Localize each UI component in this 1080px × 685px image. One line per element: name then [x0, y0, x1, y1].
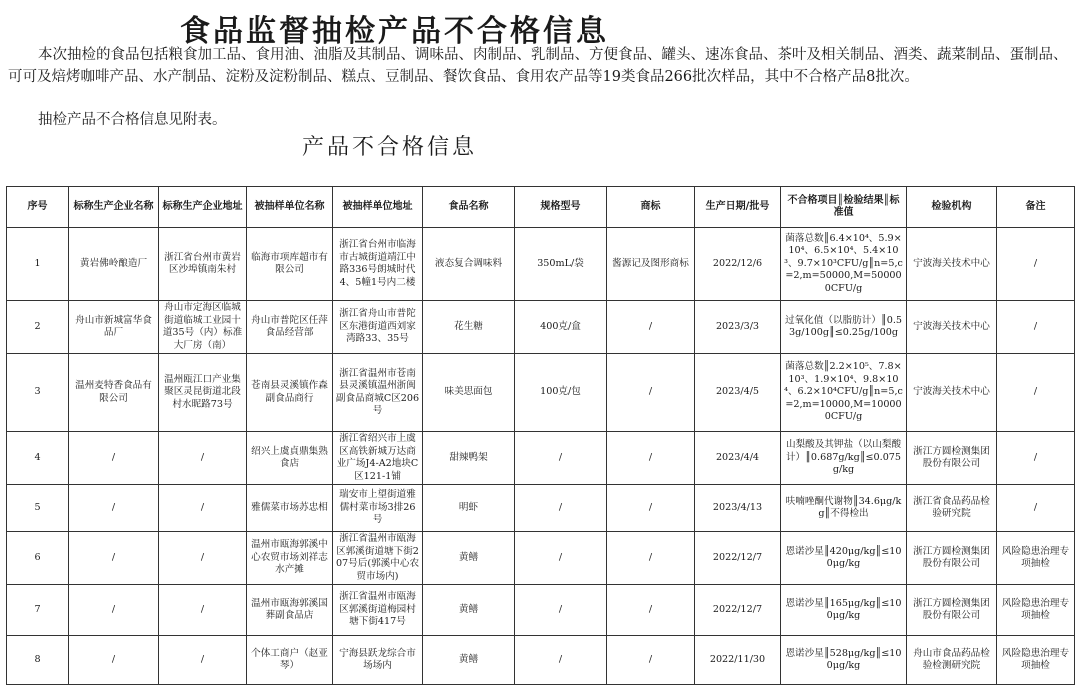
cell-spec: 350mL/袋 — [515, 228, 607, 301]
cell-producer-name: 黄岩佛岭酿造厂 — [69, 228, 159, 301]
cell-producer-address: / — [159, 485, 247, 532]
cell-spec: / — [515, 585, 607, 636]
cell-index: 4 — [7, 432, 69, 485]
cell-food-name: 甜辣鸭架 — [423, 432, 515, 485]
cell-index: 1 — [7, 228, 69, 301]
cell-spec: / — [515, 432, 607, 485]
cell-food-name: 液态复合调味料 — [423, 228, 515, 301]
cell-producer-address: 温州瓯江口产业集聚区灵昆街道北段村水昵路73号 — [159, 354, 247, 432]
table-header-row — [7, 187, 1075, 228]
cell-remarks: 风险隐患治理专项抽检 — [997, 585, 1075, 636]
header-sampled-unit-name: 被抽样单位名称 — [247, 187, 333, 228]
cell-food-name: 黄鳝 — [423, 532, 515, 585]
nonconforming-products-table — [6, 186, 1075, 685]
cell-spec: / — [515, 485, 607, 532]
cell-index: 2 — [7, 301, 69, 354]
cell-producer-name: / — [69, 432, 159, 485]
cell-nonconforming-item: 菌落总数║2.2×10⁵、7.8×10³、1.9×10⁴、9.8×10⁴、6.2×10⁴CFU/g║n=5,c=2,m=10000,M=100000CFU/g — [781, 354, 907, 432]
header-spec: 规格型号 — [515, 187, 607, 228]
cell-production-date: 2023/4/13 — [695, 485, 781, 532]
cell-production-date: 2023/4/4 — [695, 432, 781, 485]
table-title: 产品不合格信息 — [302, 135, 478, 160]
page-title: 食品监督抽检产品不合格信息 — [180, 14, 609, 49]
cell-sampled-unit-name: 温州市瓯海郭溪中心农贸市场刘祥志水产摊 — [247, 532, 333, 585]
cell-sampled-unit-name: 雅儒菜市场苏忠相 — [247, 485, 333, 532]
cell-remarks: / — [997, 301, 1075, 354]
header-producer-address: 标称生产企业地址 — [159, 187, 247, 228]
table-row — [7, 432, 1075, 485]
cell-production-date: 2022/12/7 — [695, 532, 781, 585]
header-sampled-unit-address: 被抽样单位地址 — [333, 187, 423, 228]
cell-producer-address: 浙江省台州市黄岩区沙埠镇南朱村 — [159, 228, 247, 301]
cell-sampled-unit-name: 临海市项库超市有限公司 — [247, 228, 333, 301]
cell-producer-name: / — [69, 636, 159, 685]
cell-nonconforming-item: 呋喃唑酮代谢物║34.6μg/kg║不得检出 — [781, 485, 907, 532]
cell-producer-name: / — [69, 485, 159, 532]
cell-producer-address: 舟山市定海区临城街道临城工业园十道35号（内）标准大厂房（南） — [159, 301, 247, 354]
cell-sampled-unit-name: 绍兴上虞貞鼎集熟食店 — [247, 432, 333, 485]
cell-sampled-unit-name: 个体工商户（赵亚琴） — [247, 636, 333, 685]
cell-index: 6 — [7, 532, 69, 585]
cell-remarks: 风险隐患治理专项抽检 — [997, 636, 1075, 685]
header-index: 序号 — [7, 187, 69, 228]
header-inspection-agency: 检验机构 — [907, 187, 997, 228]
cell-sampled-unit-address: 宁海县跃龙综合市场场内 — [333, 636, 423, 685]
cell-brand: / — [607, 432, 695, 485]
cell-producer-name: / — [69, 585, 159, 636]
cell-production-date: 2022/11/30 — [695, 636, 781, 685]
cell-food-name: 明虾 — [423, 485, 515, 532]
cell-producer-name: / — [69, 532, 159, 585]
cell-inspection-agency: 舟山市食品药品检验检测研究院 — [907, 636, 997, 685]
cell-remarks: / — [997, 432, 1075, 485]
cell-production-date: 2023/4/5 — [695, 354, 781, 432]
cell-brand: / — [607, 301, 695, 354]
cell-inspection-agency: 宁波海关技术中心 — [907, 354, 997, 432]
cell-nonconforming-item: 恩诺沙星║165μg/kg║≤100μg/kg — [781, 585, 907, 636]
cell-inspection-agency: 宁波海关技术中心 — [907, 228, 997, 301]
cell-production-date: 2022/12/6 — [695, 228, 781, 301]
cell-producer-name: 舟山市新城富华食品厂 — [69, 301, 159, 354]
table-row — [7, 636, 1075, 685]
cell-nonconforming-item: 恩诺沙星║420μg/kg║≤100μg/kg — [781, 532, 907, 585]
cell-remarks: / — [997, 354, 1075, 432]
cell-nonconforming-item: 菌落总数║6.4×10⁴、5.9×10⁴、6.5×10⁴、5.4×10³、9.7×10³CFU/g║n=5,c=2,m=50000,M=500000CFU/g — [781, 228, 907, 301]
cell-brand: / — [607, 636, 695, 685]
header-nonconforming-item: 不合格项目║检验结果║标准值 — [781, 187, 907, 228]
cell-remarks: / — [997, 485, 1075, 532]
cell-food-name: 味美思面包 — [423, 354, 515, 432]
cell-sampled-unit-address: 浙江省台州市临海市古城街道靖江中路336号朗城时代4、5幢1号内二楼 — [333, 228, 423, 301]
header-remarks: 备注 — [997, 187, 1075, 228]
cell-brand: / — [607, 485, 695, 532]
cell-sampled-unit-name: 苍南县灵溪镇作森副食品商行 — [247, 354, 333, 432]
cell-inspection-agency: 浙江方圆检测集团股份有限公司 — [907, 532, 997, 585]
table-row — [7, 585, 1075, 636]
cell-index: 8 — [7, 636, 69, 685]
cell-nonconforming-item: 恩诺沙星║528μg/kg║≤100μg/kg — [781, 636, 907, 685]
cell-brand: / — [607, 585, 695, 636]
cell-remarks: 风险隐患治理专项抽检 — [997, 532, 1075, 585]
table-row — [7, 228, 1075, 301]
cell-food-name: 黄鳝 — [423, 636, 515, 685]
cell-inspection-agency: 浙江方圆检测集团股份有限公司 — [907, 432, 997, 485]
cell-sampled-unit-address: 浙江省温州市瓯海区郭溪街道梅园村塘下街417号 — [333, 585, 423, 636]
cell-brand: / — [607, 532, 695, 585]
cell-food-name: 花生糖 — [423, 301, 515, 354]
table-row — [7, 532, 1075, 585]
cell-production-date: 2022/12/7 — [695, 585, 781, 636]
table-row — [7, 354, 1075, 432]
cell-spec: / — [515, 532, 607, 585]
cell-sampled-unit-address: 浙江省温州市瓯海区郭溪街道塘下街207号后(郭溪中心农贸市场内) — [333, 532, 423, 585]
cell-sampled-unit-address: 浙江省温州市苍南县灵溪镇温州浙闽副食品商城C区206号 — [333, 354, 423, 432]
cell-brand: 酱源记及图形商标 — [607, 228, 695, 301]
table-row — [7, 301, 1075, 354]
cell-spec: / — [515, 636, 607, 685]
cell-food-name: 黄鳝 — [423, 585, 515, 636]
cell-brand: / — [607, 354, 695, 432]
cell-remarks: / — [997, 228, 1075, 301]
header-food-name: 食品名称 — [423, 187, 515, 228]
cell-index: 7 — [7, 585, 69, 636]
cell-spec: 400克/盒 — [515, 301, 607, 354]
cell-producer-address: / — [159, 585, 247, 636]
cell-inspection-agency: 宁波海关技术中心 — [907, 301, 997, 354]
cell-sampled-unit-address: 浙江省舟山市普陀区东港街道西刘家湾路33、35号 — [333, 301, 423, 354]
header-brand: 商标 — [607, 187, 695, 228]
cell-spec: 100克/包 — [515, 354, 607, 432]
cell-producer-address: / — [159, 636, 247, 685]
intro-paragraph: 本次抽检的食品包括粮食加工品、食用油、油脂及其制品、调味品、肉制品、乳制品、方便食品、罐头、速冻食品、茶叶及相关制品、酒类、蔬菜制品、蛋制品、可可及焙烤咖啡产品、水产制品、淀粉及淀粉制品、糕点、豆制品、餐饮食品、食用农产品等19类食品266批次样品，其中不合格产品8批次。 — [8, 47, 1068, 85]
cell-nonconforming-item: 山梨酸及其钾盐（以山梨酸计）║0.687g/kg║≤0.075g/kg — [781, 432, 907, 485]
cell-production-date: 2023/3/3 — [695, 301, 781, 354]
cell-index: 3 — [7, 354, 69, 432]
cell-producer-name: 温州麦特香食品有限公司 — [69, 354, 159, 432]
cell-sampled-unit-address: 浙江省绍兴市上虞区高铁新城万达商业广场J4-A2地块C区121-1铺 — [333, 432, 423, 485]
cell-sampled-unit-name: 舟山市普陀区任萍食品经营部 — [247, 301, 333, 354]
cell-inspection-agency: 浙江省食品药品检验研究院 — [907, 485, 997, 532]
intro-note: 抽检产品不合格信息见附表。 — [38, 112, 227, 128]
cell-sampled-unit-address: 瑞安市上望街道雅儒村菜市场3排26号 — [333, 485, 423, 532]
cell-producer-address: / — [159, 532, 247, 585]
cell-sampled-unit-name: 温州市瓯海郭溪国葬副食品店 — [247, 585, 333, 636]
table-row — [7, 485, 1075, 532]
cell-index: 5 — [7, 485, 69, 532]
cell-inspection-agency: 浙江方圆检测集团股份有限公司 — [907, 585, 997, 636]
cell-producer-address: / — [159, 432, 247, 485]
header-producer-name: 标称生产企业名称 — [69, 187, 159, 228]
cell-nonconforming-item: 过氧化值（以脂肪计）║0.53g/100g║≤0.25g/100g — [781, 301, 907, 354]
header-production-date: 生产日期/批号 — [695, 187, 781, 228]
